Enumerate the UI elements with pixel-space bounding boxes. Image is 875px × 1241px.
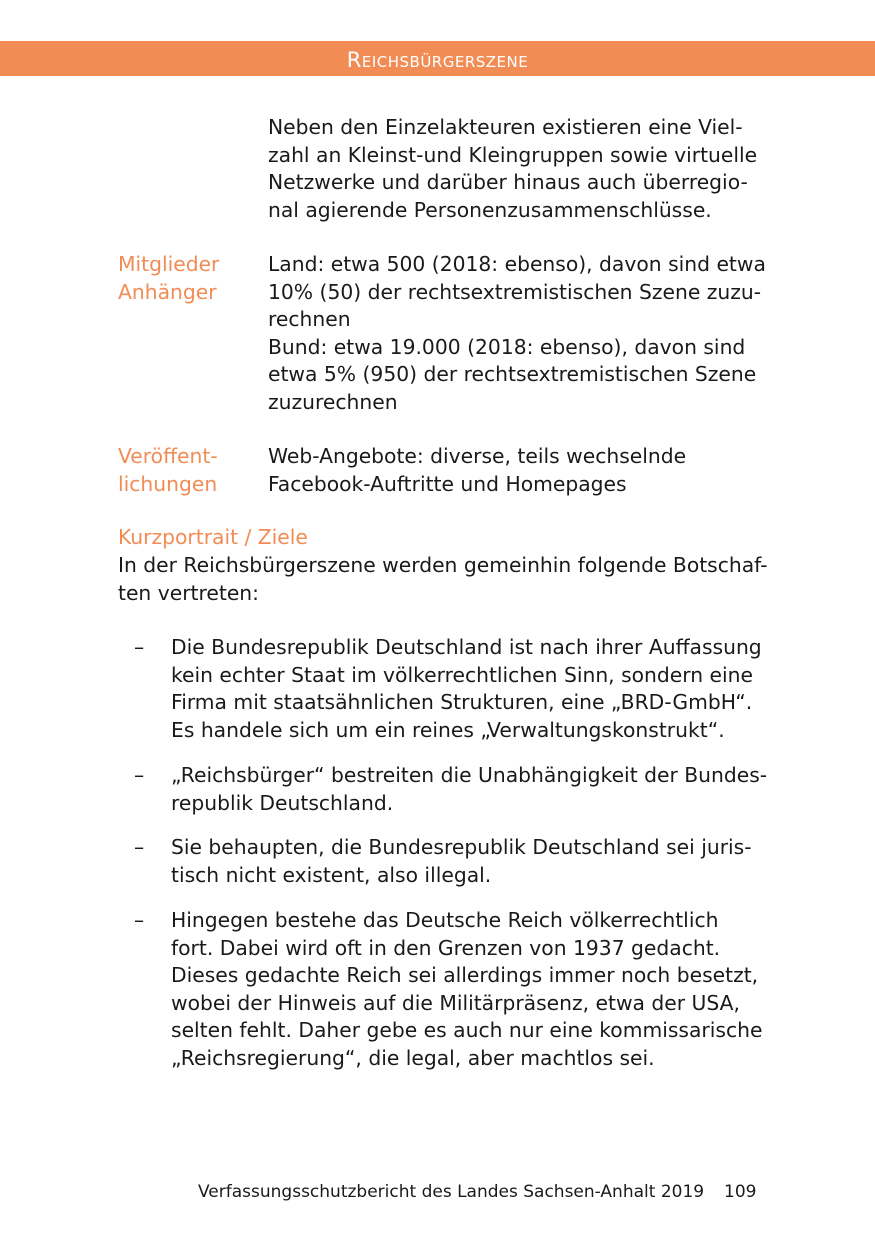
text-line: tisch nicht existent, also illegal. (171, 862, 492, 887)
label-line: Veröffent- (118, 444, 218, 468)
page-number: 109 (724, 1182, 757, 1202)
dash-marker: – (134, 635, 145, 659)
text-line: „Reichsbürger“ bestreiten die Unabhängigkeit der Bundes- (171, 763, 768, 787)
list-item-text (171, 907, 771, 1073)
text-line: Sie behaupten, die Bundesrepublik Deutschland sei juris- (171, 835, 752, 859)
list-item-text (171, 762, 771, 817)
text-line: 10% (50) der rechtsextremistischen Szene zuzu- (268, 279, 762, 304)
portrait-intro (118, 552, 768, 607)
label-line: Anhänger (118, 279, 217, 304)
dash-marker: – (134, 763, 145, 787)
text-line: kein echter Staat im völkerrechtlichen Sinn, sondern eine (171, 662, 753, 687)
text-line: fort. Dabei wird oft in den Grenzen von 1937 gedacht. (171, 935, 721, 960)
list-item-text (171, 834, 771, 889)
text-line: Web-Angebote: diverse, teils wechselnde (268, 444, 687, 468)
publications-value (268, 443, 758, 498)
header-bar (0, 41, 875, 76)
text-line: Land: etwa 500 (2018: ebenso), davon sind etwa (268, 252, 766, 276)
text-line: Die Bundesrepublik Deutschland ist nach ihrer Auffassung (171, 635, 762, 659)
footer-title: Verfassungsschutzbericht des Landes Sachsen-Anhalt 2019 (198, 1182, 705, 1202)
text-line: rechnen (268, 307, 351, 332)
text-line: Es handele sich um ein reines „Verwaltungskonstrukt“. (171, 717, 725, 742)
text-line: Neben den Einzelakteuren existieren eine Viel- (268, 115, 743, 139)
text-line: „Reichsregierung“, die legal, aber machtlos sei. (171, 1045, 655, 1070)
text-line: ten vertreten: (118, 580, 259, 605)
text-line: republik Deutschland. (171, 790, 394, 815)
label-line: lichungen (118, 471, 218, 496)
label-line: Mitglieder (118, 252, 220, 276)
text-line: Hingegen bestehe das Deutsche Reich völkerrechtlich (171, 908, 719, 932)
section-heading: Kurzportrait / Ziele (118, 525, 308, 549)
text-line: Bund: etwa 19.000 (2018: ebenso), davon sind (268, 334, 746, 359)
list-item-text (171, 634, 771, 744)
text-line: nal agierende Personenzusammenschlüsse. (268, 197, 712, 222)
publications-label (118, 443, 263, 498)
text-line: zuzurechnen (268, 389, 398, 414)
intro-paragraph (268, 114, 758, 224)
text-line: selten fehlt. Daher gebe es auch nur eine kommissarische (171, 1018, 763, 1043)
text-line: In der Reichsbürgerszene werden gemeinhin folgende Botschaf- (118, 553, 768, 577)
page-title: Reichsbürgerszene (346, 48, 529, 72)
text-line: Firma mit staatsähnlichen Strukturen, eine „BRD-GmbH“. (171, 690, 753, 715)
text-line: Netzwerke und darüber hinaus auch überregio- (268, 170, 748, 195)
text-line: Dieses gedachte Reich sei allerdings immer noch besetzt, (171, 963, 759, 988)
members-value (268, 251, 766, 417)
dash-marker: – (134, 908, 145, 932)
text-line: etwa 5% (950) der rechtsextremistischen Szene (268, 362, 757, 387)
text-line: zahl an Kleinst-und Kleingruppen sowie virtuelle (268, 142, 758, 167)
text-line: Facebook-Auftritte und Homepages (268, 471, 627, 496)
dash-marker: – (134, 835, 145, 859)
members-label (118, 251, 263, 306)
text-line: wobei der Hinweis auf die Militärpräsenz, etwa der USA, (171, 990, 740, 1015)
